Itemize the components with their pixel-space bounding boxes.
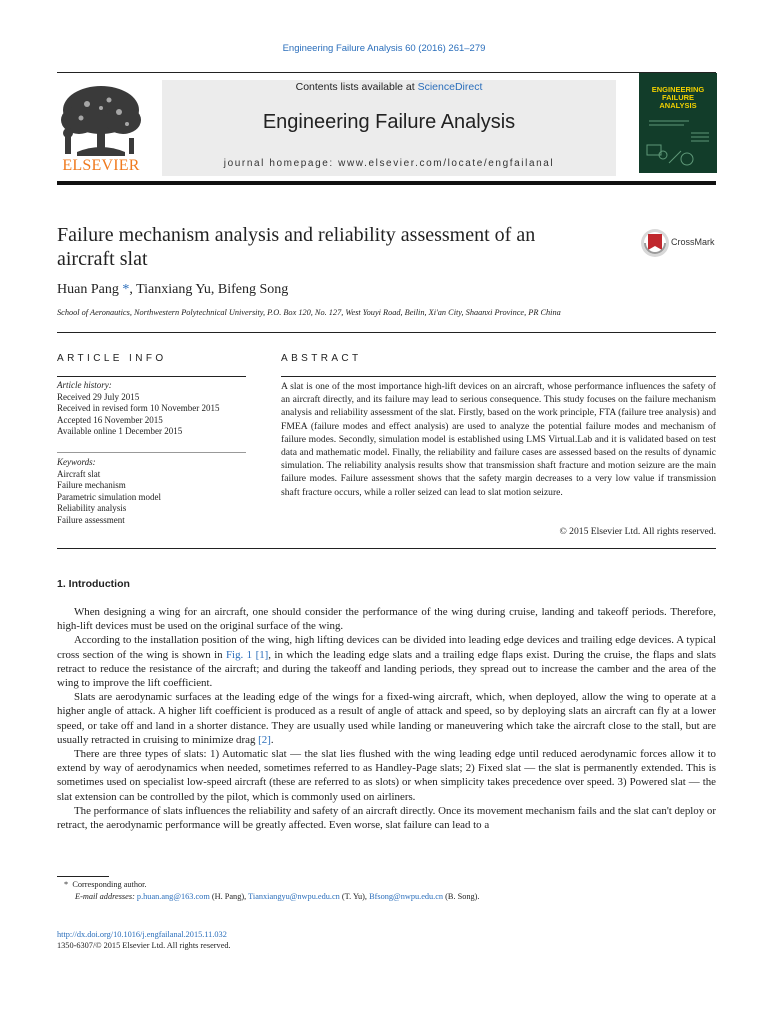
- intro-paragraph-3: [57, 690, 716, 747]
- intro-text: .: [270, 733, 274, 746]
- keywords-label: Keywords:: [57, 457, 96, 467]
- abstract-copyright: © 2015 Elsevier Ltd. All rights reserved.: [559, 526, 716, 537]
- section-heading-introduction: 1. Introduction: [57, 578, 130, 590]
- elsevier-wordmark: ELSEVIER: [62, 157, 140, 174]
- intro-text: According to the installation position of the wing, high lifting devices can be divided into leading edge devices and trailing edge devices. A typical cross section of the wing is shown in: [57, 634, 716, 661]
- paper-title-line: Failure mechanism analysis and reliability assessment of an: [57, 224, 536, 246]
- intro-text: , in which the leading edge slats and a trailing edge flaps exist. During the cruise, the flaps and slats retract to reduce the resistance of the aircraft; and during the takeoff and landing periods, they spread out to increase the camber and the area of the wing to improve the lift coefficient.: [57, 648, 717, 690]
- keyword-item: Reliability analysis: [57, 503, 127, 514]
- footnote-mark: *: [64, 880, 69, 889]
- crossmark-badge[interactable]: [640, 228, 720, 258]
- keyword-item: Failure assessment: [57, 514, 125, 525]
- history-item: Received 29 July 2015: [57, 391, 140, 402]
- author-list: [57, 282, 288, 298]
- intro-paragraph-5: The performance of slats influences the reliability and safety of an aircraft directly. Once its movement mechanism fails and the slat can't deploy or retract, the aerodynamic performance will be greatly affected. Even worse, slat failure can lead to a: [57, 804, 716, 832]
- keyword-item: Aircraft slat: [57, 468, 101, 479]
- journal-homepage[interactable]: journal homepage: www.elsevier.com/locate/engfailanal: [223, 158, 555, 169]
- footnote-text: Corresponding author.: [72, 880, 147, 889]
- footnote-rule: [57, 876, 109, 877]
- journal-name: Engineering Failure Analysis: [262, 111, 516, 133]
- cover-art-icon: [639, 115, 717, 173]
- paper-title: [57, 223, 597, 271]
- keywords: [57, 457, 246, 527]
- cover-title-line: ANALYSIS: [659, 101, 697, 110]
- figure-1-link[interactable]: Fig. 1: [226, 648, 253, 661]
- article-info-rule: [57, 376, 246, 377]
- affiliation-rule: [57, 332, 716, 333]
- email-label: E-mail addresses:: [75, 892, 137, 901]
- cover-title-line: FAILURE: [661, 93, 695, 102]
- cover-title-block: [639, 86, 717, 110]
- history-item: Received in revised form 10 November 2015: [57, 403, 220, 414]
- abstract-text: A slat is one of the most importance high-lift devices on an aircraft, whose performance influences the safety of an aircraft directly, and its failure may lead to serious consequence. This study focuses on the failure mechanism analysis and reliability assessment of the slat. Firstly, based on the work principle, FTA (failure tree analysis) and FMEA (failure modes and effect analysis) are used to analyze the potential failure modes and mechanism of failure modes. Secondly, simulation model is established using LMS Virtual.Lab and it is validated based on test data and mathematic model. Finally, the reliability and failure cases are assessed based on the results of dynamic simulation. The reliability analysis results show that transmission shaft fracture and motion seizure are the main failure modes. Failure assessment shows that the safety margin decreases to a very low value if transmission shaft fracture occurs, while a roller seized can lead to slat motion seizure.: [281, 381, 716, 498]
- article-info-heading: ARTICLE INFO: [57, 353, 167, 364]
- paper-title-line: aircraft slat: [57, 248, 148, 270]
- journal-reference[interactable]: Engineering Failure Analysis 60 (2016) 261–279: [282, 43, 486, 54]
- affiliation: School of Aeronautics, Northwestern Polytechnical University, P.O. Box 120, No. 127, West Youyi Road, Beilin, Xi'an City, Shaanxi Province, PR China: [57, 308, 561, 317]
- contents-prefix: Contents lists available at: [295, 81, 418, 93]
- history-item: Available online 1 December 2015: [57, 426, 183, 437]
- article-history: [57, 380, 246, 438]
- intro-text: Slats are aerodynamic surfaces at the leading edge of the wings for a fixed-wing aircraft, which, when deployed, allow the wing to operate at a higher angle of attack. A higher lift coefficient is produced as a result of angle of attack and speed, so by deploying slats an aircraft can fly at a lower speed, or take off and land in a shorter distance. They are usually used while landing or maneuvering which take the aircraft close to the stall, but are usually retracted in cruising to minimize drag: [57, 691, 716, 746]
- author-name: Huan Pang: [57, 282, 119, 297]
- email-footnote: [75, 892, 480, 901]
- intro-paragraph-1: When designing a wing for an aircraft, one should consider the performance of the wing during cruise, landing and takeoff periods. Therefore, high-lift devices must be used on the original surface of the wing.: [57, 606, 716, 633]
- intro-paragraph-4: There are three types of slats: 1) Automatic slat — the slat lies flushed with the wing leading edge until reduced aerodynamic forces allow it to extend by way of aerodynamics when needed, sometimes referred to as Handley-Page slats; 2) Fixed slat — the slat is permanently extended. This is sometimes used on specialist low-speed aircraft (these are referred to as slots) or when simplicity takes precedence over speed. 3) Powered slat — the slat extension can be controlled by the pilot, which is commonly used on airliners.: [57, 748, 716, 803]
- journal-cover-thumbnail[interactable]: [639, 73, 717, 173]
- doi-link[interactable]: http://dx.doi.org/10.1016/j.engfailanal.2015.11.032: [57, 930, 227, 939]
- email-link-pang[interactable]: p.huan.ang@163.com: [136, 892, 210, 901]
- email-link-yu[interactable]: Tianxiangyu@nwpu.edu.cn: [248, 892, 340, 901]
- abstract-bottom-rule: [57, 548, 716, 549]
- header-bottom-rule: [57, 181, 716, 185]
- corresponding-author-mark[interactable]: *: [122, 282, 130, 297]
- contents-line: [162, 81, 616, 93]
- abstract-heading: ABSTRACT: [281, 353, 362, 364]
- email-link-song[interactable]: Bfsong@nwpu.edu.cn: [369, 892, 444, 901]
- keywords-rule: [57, 452, 246, 453]
- corresponding-author-footnote: [64, 880, 147, 889]
- author-names: , Tianxiang Yu, Bifeng Song: [129, 282, 289, 297]
- abstract-rule: [281, 376, 716, 377]
- cover-title-line: ENGINEERING: [651, 85, 705, 94]
- email-owner: (T. Yu),: [339, 892, 370, 901]
- reference-2-link[interactable]: [2]: [258, 733, 271, 746]
- header-top-rule: [57, 72, 716, 73]
- crossmark-icon: [640, 228, 670, 258]
- intro-paragraph-2: [57, 633, 716, 690]
- keyword-item: Failure mechanism: [57, 480, 126, 491]
- reference-1-link[interactable]: [1]: [255, 648, 269, 661]
- keyword-item: Parametric simulation model: [57, 491, 161, 502]
- introduction-body: [57, 605, 716, 832]
- email-owner: (B. Song).: [443, 892, 480, 901]
- issn-line: 1350-6307/© 2015 Elsevier Ltd. All rights reserved.: [57, 941, 231, 950]
- crossmark-label: CrossMark: [671, 237, 715, 247]
- email-owner: (H. Pang),: [209, 892, 249, 901]
- sciencedirect-link[interactable]: ScienceDirect: [417, 81, 483, 93]
- history-item: Accepted 16 November 2015: [57, 414, 163, 425]
- article-history-label: Article history:: [57, 380, 112, 390]
